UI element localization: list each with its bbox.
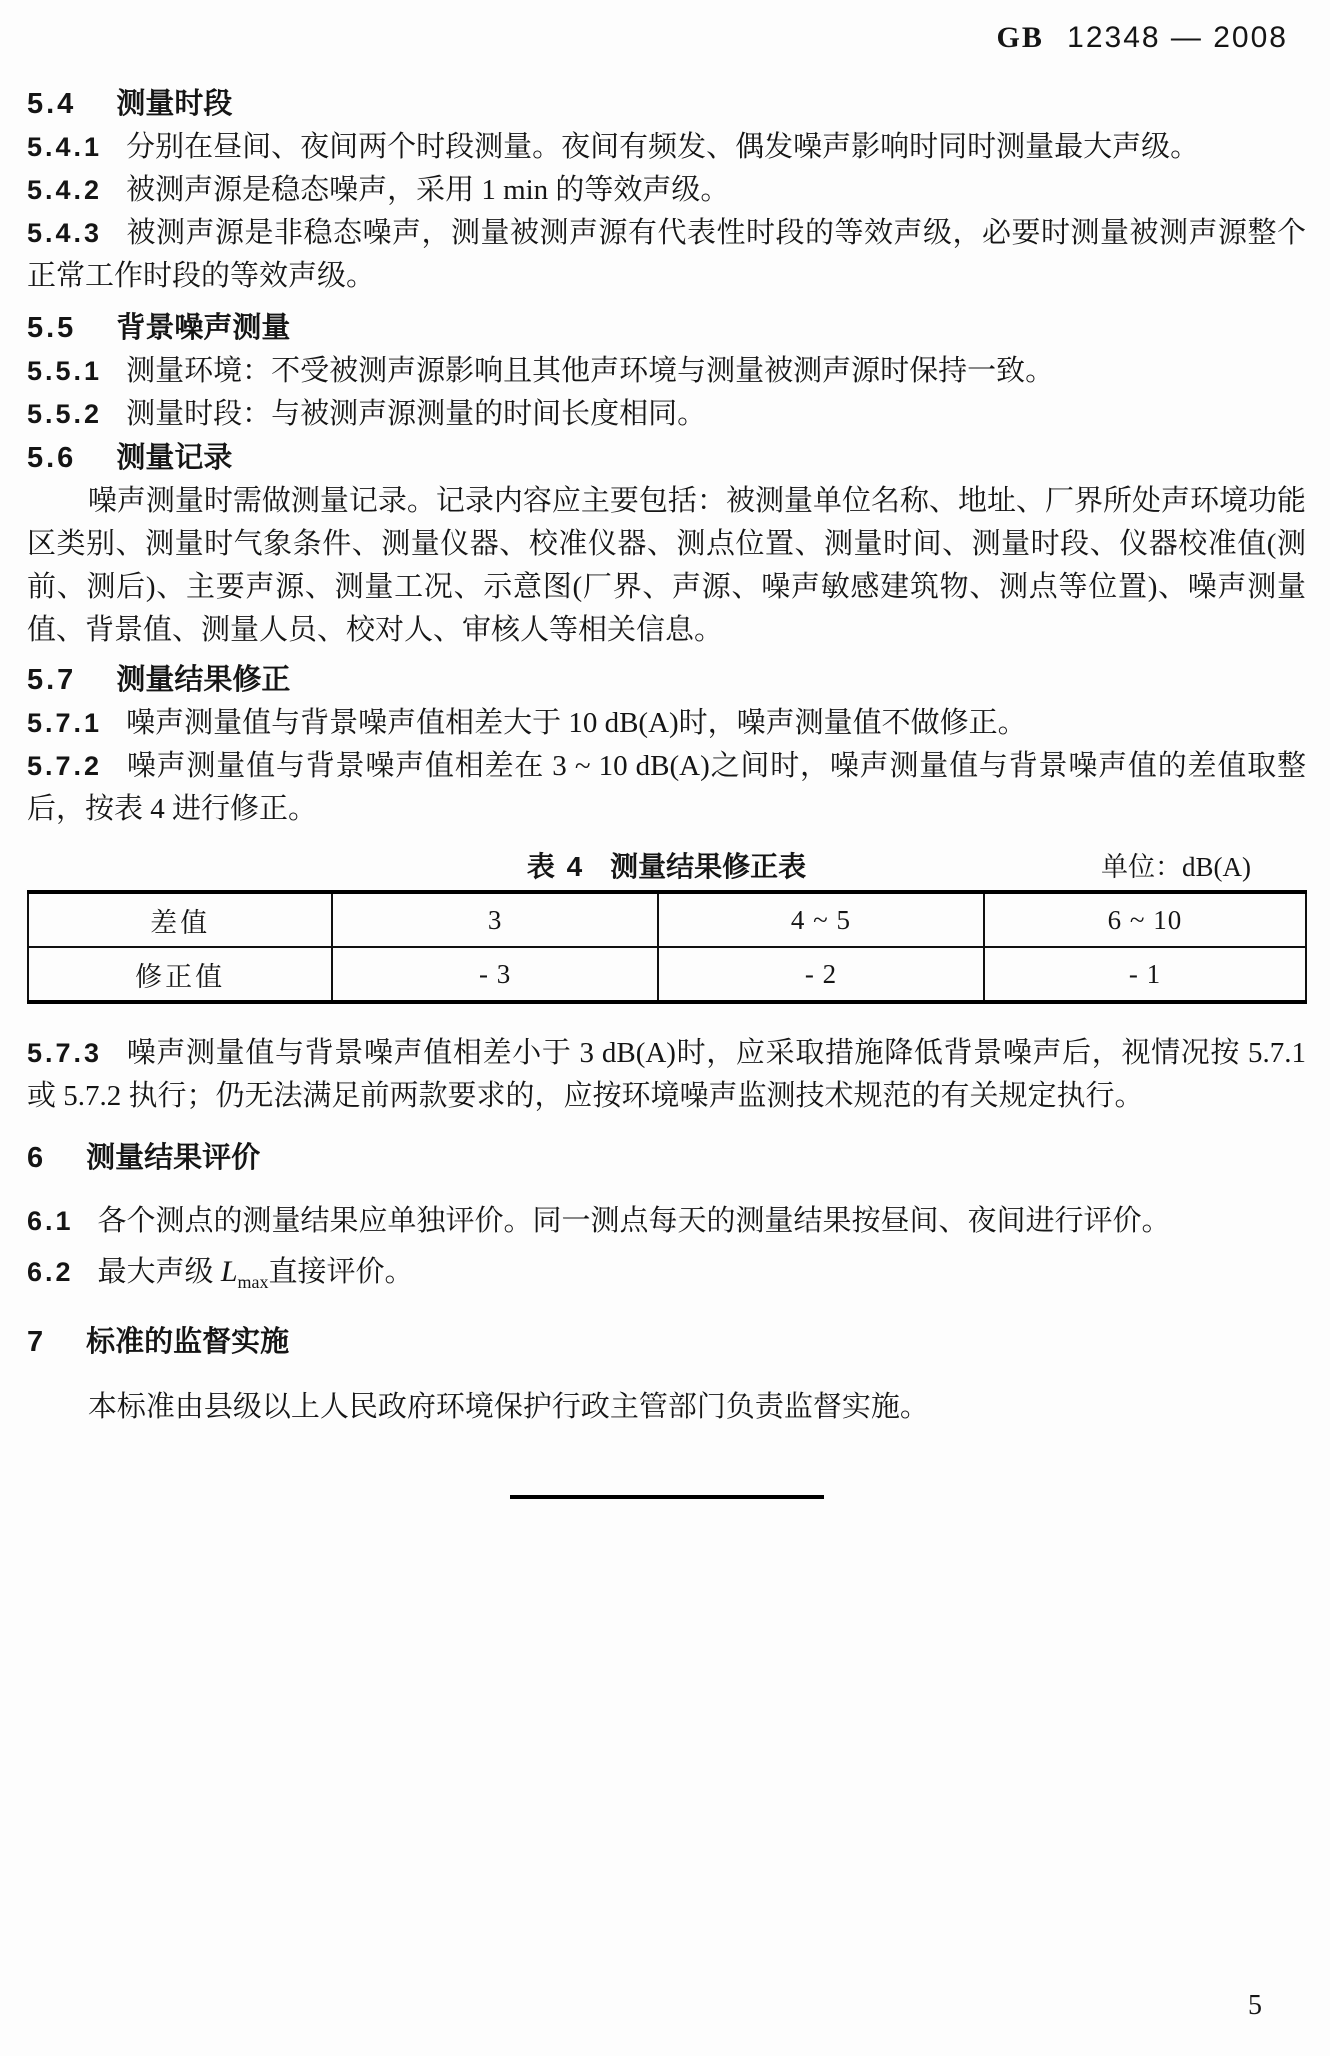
section-number: 5.6 <box>27 442 77 474</box>
clause-number: 6.2 <box>27 1257 74 1287</box>
table-caption-number: 表 4 <box>526 851 585 882</box>
clause-number: 5.7.3 <box>27 1038 103 1068</box>
clause-5-4-1 <box>27 126 1306 169</box>
table-cell: 4 ~ 5 <box>658 892 984 947</box>
level-symbol: L <box>220 1255 238 1288</box>
table-row-header: 修正值 <box>28 947 332 1002</box>
document-header <box>0 0 1330 56</box>
section-heading-5-5 <box>27 306 1306 350</box>
table-caption-title: 测量结果修正表 <box>610 851 807 882</box>
clause-5-5-1 <box>27 350 1306 393</box>
clause-text: 最大声级 $L_{max}$直接评价。 <box>97 1255 414 1292</box>
correction-table <box>27 890 1307 1004</box>
standard-code <box>997 22 1288 54</box>
table-cell: - 2 <box>658 947 984 1002</box>
level-symbol-subscript: max <box>237 1271 269 1292</box>
clause-5-7-1 <box>27 702 1306 745</box>
section-title: 标准的监督实施 <box>86 1325 290 1358</box>
clause-text: 被测声源是非稳态噪声，测量被测声源有代表性时段的等效声级，必要时测量被测声源整个正常工作时段的等效声级。 <box>27 217 1306 292</box>
clause-text: 噪声测量值与背景噪声值相差小于 3 dB(A)时，应采取措施降低背景噪声后，视情况按 5.7.1 或 5.7.2 执行；仍无法满足前两款要求的，应按环境噪声监测技术规范的有关规定执行。 <box>27 1037 1306 1112</box>
standard-code-number: 12348 — 2008 <box>1067 21 1288 54</box>
section-heading-5-4 <box>27 82 1306 126</box>
section-heading-5-6 <box>27 436 1306 480</box>
clause-number: 6.1 <box>27 1206 74 1236</box>
clause-text: 被测声源是稳态噪声，采用 1 min 的等效声级。 <box>126 174 730 206</box>
clause-text: 测量环境：不受被测声源影响且其他声环境与测量被测声源时保持一致。 <box>126 355 1055 387</box>
section-title: 测量结果修正 <box>116 664 291 696</box>
section-number: 5.5 <box>27 312 77 344</box>
paragraph-7: 本标准由县级以上人民政府环境保护行政主管部门负责监督实施。 <box>87 1390 929 1423</box>
clause-5-7-2 <box>27 745 1306 831</box>
clause-number: 5.5.1 <box>27 356 103 386</box>
clause-number: 5.7.1 <box>27 708 103 738</box>
page-number: 5 <box>1248 1990 1262 2021</box>
clause-number: 5.4.3 <box>27 218 103 248</box>
clause-5-7-3 <box>27 1032 1306 1118</box>
document-body <box>0 82 1330 1499</box>
section-heading-7 <box>27 1320 1306 1364</box>
clause-6-2 <box>27 1250 1306 1304</box>
section-heading-5-7 <box>27 658 1306 702</box>
section-number: 7 <box>27 1325 47 1358</box>
clause-text: 噪声测量值与背景噪声值相差大于 10 dB(A)时，噪声测量值不做修正。 <box>126 707 1027 739</box>
clause-text: 分别在昼间、夜间两个时段测量。夜间有频发、偶发噪声影响时同时测量最大声级。 <box>126 131 1200 163</box>
table-caption-row <box>27 847 1306 887</box>
table-cell: - 1 <box>984 947 1306 1002</box>
clause-number: 5.5.2 <box>27 399 103 429</box>
section-title: 测量记录 <box>116 442 233 474</box>
paragraph-5-6: 噪声测量时需做测量记录。记录内容应主要包括：被测量单位名称、地址、厂界所处声环境功能区类别、测量时气象条件、测量仪器、校准仪器、测点位置、测量时间、测量时段、仪器校准值(测前、测后)、主要声源、测量工况、示意图(厂界、声源、噪声敏感建筑物、测点等位置)、噪声测量值、背景值、测量人员、校对人、审核人等相关信息。 <box>27 485 1306 646</box>
section-title: 测量结果评价 <box>86 1142 261 1174</box>
clause-text: 各个测点的测量结果应单独评价。同一测点每天的测量结果按昼间、夜间进行评价。 <box>97 1205 1171 1237</box>
clause-text: 噪声测量值与背景噪声值相差在 3 ~ 10 dB(A)之间时，噪声测量值与背景噪声值的差值取整后，按表 4 进行修正。 <box>27 750 1306 825</box>
clause-number: 5.4.2 <box>27 175 103 205</box>
table-unit-label: 单位：dB(A) <box>1101 852 1251 882</box>
clause-text: 测量时段：与被测声源测量的时间长度相同。 <box>126 398 707 430</box>
section-number: 5.7 <box>27 664 77 696</box>
clause-5-4-3 <box>27 212 1306 298</box>
standard-code-prefix: GB <box>996 21 1044 54</box>
section-heading-6 <box>27 1136 1306 1180</box>
end-of-document-rule <box>510 1495 824 1499</box>
section-title: 背景噪声测量 <box>116 312 291 344</box>
clause-5-5-2 <box>27 393 1306 436</box>
clause-5-4-2 <box>27 169 1306 212</box>
clause-number: 5.7.2 <box>27 751 103 781</box>
section-number: 6 <box>27 1142 47 1174</box>
table-row-header: 差值 <box>28 892 332 947</box>
table-cell: 6 ~ 10 <box>984 892 1306 947</box>
section-number: 5.4 <box>27 88 77 120</box>
clause-number: 5.4.1 <box>27 132 103 162</box>
table-row-difference <box>28 892 1306 947</box>
table-cell: 3 <box>332 892 658 947</box>
clause-6-1 <box>27 1200 1306 1243</box>
table-cell: - 3 <box>332 947 658 1002</box>
table-row-correction <box>28 947 1306 1002</box>
section-title: 测量时段 <box>116 88 233 120</box>
